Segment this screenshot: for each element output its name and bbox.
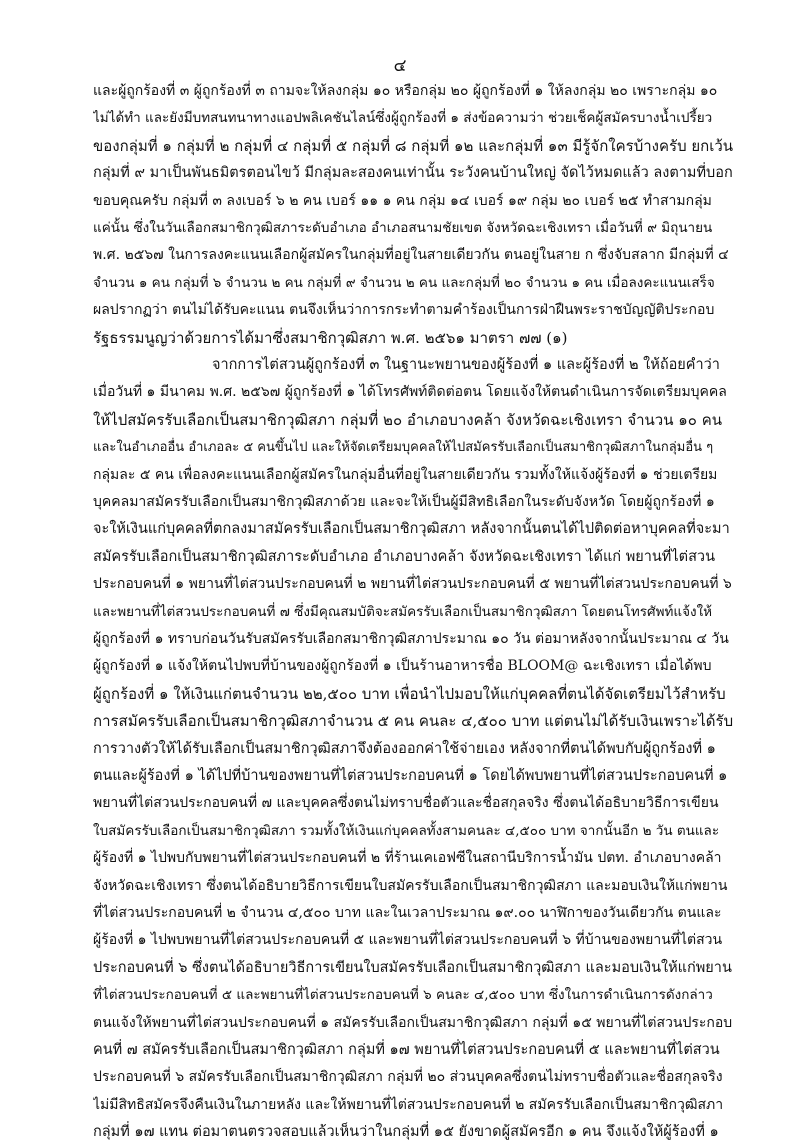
paragraph-first-line: จากการไต่สวนผู้ถูกร้องที่ ๓ ในฐานะพยานของผู้ร้องที่ ๑ และผู้ร้องที่ ๒ ให้ถ้อยคำว่า [212,357,720,373]
text-line: แค่นั้น ซึ่งในวันเลือกสมาชิกวุฒิสภาระดับอำเภอ อำเภอสนามชัยเขต จังหวัดฉะเชิงเทรา เมื่อวันที่ ๙ มิถุนายน [93,220,713,236]
text-line: พ.ศ. ๒๕๖๗ ในการลงคะแนนเลือกผู้สมัครในกลุ่มที่อยู่ในสายเดียวกัน ตนอยู่ในสาย ก ซึ่งจับสลาก มีกลุ่มที่ ๔ [93,247,729,264]
text-line: ประกอบคนที่ ๖ สมัครรับเลือกเป็นสมาชิกวุฒิสภา กลุ่มที่ ๒๐ ส่วนบุคคลซึ่งตนไม่ทราบชื่อตัวและชื่อสกุลจริง [93,1069,723,1086]
text-line: ตนและผู้ร้องที่ ๑ ได้ไปที่บ้านของพยานที่ไต่สวนประกอบคนที่ ๑ โดยได้พบพยานที่ไต่สวนประกอบคนที่ ๑ [93,768,728,784]
text-line: ผู้ถูกร้องที่ ๑ แจ้งให้ตนไปพบที่บ้านของผู้ถูกร้องที่ ๑ เป็นร้านอาหารชื่อ BLOOM@ ฉะเชิงเทรา เมื่อได้พบ [93,658,712,675]
text-line: ผู้ร้องที่ ๑ ไปพบกับพยานที่ไต่สวนประกอบคนที่ ๒ ที่ร้านเคเอฟซีในสถานีบริการน้ำมัน ปตท. อำเภอบางคล้า [93,850,722,867]
text-line: และพยานที่ไต่สวนประกอบคนที่ ๗ ซึ่งมีคุณสมบัติจะสมัครรับเลือกเป็นสมาชิกวุฒิสภา โดยตนโทรศัพท์แจ้งให้ [93,603,713,620]
text-line: ของกลุ่มที่ ๑ กลุ่มที่ ๒ กลุ่มที่ ๔ กลุ่มที่ ๕ กลุ่มที่ ๘ กลุ่มที่ ๑๒ และกลุ่มที่ ๑๓ มีรู้จักใครบ้างครับ ยกเว้น [93,136,733,155]
text-line: คนที่ ๗ สมัครรับเลือกเป็นสมาชิกวุฒิสภา กลุ่มที่ ๑๗ พยานที่ไต่สวนประกอบคนที่ ๕ และพยานที่ไต่สวน [93,1042,720,1058]
text-line: เมื่อวันที่ ๑ มีนาคม พ.ศ. ๒๕๖๗ ผู้ถูกร้องที่ ๑ ได้โทรศัพท์ติดต่อตน โดยแจ้งให้ตนดำเนินการจัดเตรียมบุคคล [93,384,727,401]
text-line: ผู้ร้องที่ ๑ ไปพบพยานที่ไต่สวนประกอบคนที่ ๕ และพยานที่ไต่สวนประกอบคนที่ ๖ ที่บ้านของพยานที่ไต่สวน [93,932,723,949]
text-line: และในอำเภออื่น อำเภอละ ๕ คนขึ้นไป และให้จัดเตรียมบุคคลให้ไปสมัครรับเลือกเป็นสมาชิกวุฒิสภาในกลุ่มอื่น ๆ [93,440,714,456]
text-line: ประกอบคนที่ ๖ ซึ่งตนได้อธิบายวิธีการเขียนใบสมัครรับเลือกเป็นสมาชิกวุฒิสภา และมอบเงินให้แก่พยาน [93,959,732,976]
text-line: จะให้เงินแก่บุคคลที่ตกลงมาสมัครรับเลือกเป็นสมาชิกวุฒิสภา หลังจากนั้นตนได้ไปติดต่อหาบุคคลที่จะมา [93,521,730,538]
text-line: ผู้ถูกร้องที่ ๑ ทราบก่อนวันรับสมัครรับเลือกสมาชิกวุฒิสภาประมาณ ๑๐ วัน ต่อมาหลังจากนั้นประมาณ ๔ วัน [93,631,729,647]
text-line: กลุ่มที่ ๙ มาเป็นพันธมิตรตอนไขว้ มีกลุ่มละสองคนเท่านั้น ระวังคนบ้านใหญ่ จัดไว้หมดแล้ว ลงตามที่บอก [93,165,733,182]
text-line: กลุ่มที่ ๑๗ แทน ต่อมาตนตรวจสอบแล้วเห็นว่าในกลุ่มที่ ๑๕ ยังขาดผู้สมัครอีก ๑ คน จึงแจ้งให้ผู้ร้องที่ ๑ [93,1124,719,1141]
text-line: จำนวน ๑ คน กลุ่มที่ ๖ จำนวน ๒ คน กลุ่มที่ ๙ จำนวน ๒ คน และกลุ่มที่ ๒๐ จำนวน ๑ คน เมื่อลงคะแนนเสร็จ [93,274,715,291]
page-number: ๔ [393,56,407,76]
text-line: กลุ่มละ ๕ คน เพื่อลงคะแนนเลือกผู้สมัครในกลุ่มอื่นที่อยู่ในสายเดียวกัน รวมทั้งให้แจ้งผู้ร้องที่ ๑ ช่วยเตรียม [93,466,718,483]
text-line: ผลปรากฏว่า ตนไม่ได้รับคะแนน ตนจึงเห็นว่าการกระทำตามคำร้องเป็นการฝ่าฝืนพระราชบัญญัติประกอบ [93,302,715,319]
text-line: จังหวัดฉะเชิงเทรา ซึ่งตนได้อธิบายวิธีการเขียนใบสมัครรับเลือกเป็นสมาชิกวุฒิสภา และมอบเงินให้แก่พยาน [93,877,728,894]
text-line: ไม่ได้ทำ และยังมีบทสนทนาทางแอปพลิเคชันไลน์ซึ่งผู้ถูกร้องที่ ๑ ส่งข้อความว่า ช่วยเช็คผู้สมัครบางน้ำเปรี้ยว [93,110,713,127]
text-line: ผู้ถูกร้องที่ ๑ ให้เงินแก่ตนจำนวน ๒๒,๕๐๐ บาท เพื่อนำไปมอบให้แก่บุคคลที่ตนได้จัดเตรียมไว้สำหรับ [93,684,726,703]
text-line: ให้ไปสมัครรับเลือกเป็นสมาชิกวุฒิสภา กลุ่มที่ ๒๐ อำเภอบางคล้า จังหวัดฉะเชิงเทรา จำนวน ๑๐ คน [93,410,722,429]
text-line: รัฐธรรมนูญว่าด้วยการได้มาซึ่งสมาชิกวุฒิสภา พ.ศ. ๒๕๖๑ มาตรา ๗๗ (๑) [93,328,568,347]
text-line: ขอบคุณครับ กลุ่มที่ ๓ ลงเบอร์ ๖ ๒ คน เบอร์ ๑๑ ๑ คน กลุ่ม ๑๔ เบอร์ ๑๙ กลุ่ม ๒๐ เบอร์ ๒๕ ทำสามกลุ่ม [93,192,712,209]
text-line: การสมัครรับเลือกเป็นสมาชิกวุฒิสภาจำนวน ๕ คน คนละ ๔,๕๐๐ บาท แต่ตนไม่ได้รับเงินเพราะได้รับ [93,712,733,731]
text-line: สมัครรับเลือกเป็นสมาชิกวุฒิสภาระดับอำเภอ อำเภอบางคล้า จังหวัดฉะเชิงเทรา ได้แก่ พยานที่ไต่สวน [93,548,715,565]
text-line: ไม่มีสิทธิสมัครจึงคืนเงินในภายหลัง และให้พยานที่ไต่สวนประกอบคนที่ ๒ สมัครรับเลือกเป็นสมาชิกวุฒิสภา [93,1096,724,1113]
text-line: การวางตัวให้ได้รับเลือกเป็นสมาชิกวุฒิสภาจึงต้องออกค่าใช้จ่ายเอง หลังจากที่ตนได้พบกับผู้ถูกร้องที่ ๑ [93,740,716,757]
text-line: และผู้ถูกร้องที่ ๓ ผู้ถูกร้องที่ ๓ ถามจะให้ลงกลุ่ม ๑๐ หรือกลุ่ม ๒๐ ผู้ถูกร้องที่ ๑ ให้ลงกลุ่ม ๒๐ เพราะกลุ่ม ๑๐ [93,83,718,99]
text-line: ใบสมัครรับเลือกเป็นสมาชิกวุฒิสภา รวมทั้งให้เงินแก่บุคคลทั้งสามคนละ ๔,๕๐๐ บาท จากนั้นอีก ๒ วัน ตนและ [93,822,720,839]
text-line: ที่ไต่สวนประกอบคนที่ ๕ และพยานที่ไต่สวนประกอบคนที่ ๖ คนละ ๔,๕๐๐ บาท ซึ่งในการดำเนินการดังกล่าว [93,987,713,1004]
text-line: ตนแจ้งให้พยานที่ไต่สวนประกอบคนที่ ๑ สมัครรับเลือกเป็นสมาชิกวุฒิสภา กลุ่มที่ ๑๕ พยานที่ไต่สวนประกอบ [93,1014,733,1031]
text-line: ประกอบคนที่ ๑ พยานที่ไต่สวนประกอบคนที่ ๒ พยานที่ไต่สวนประกอบคนที่ ๕ พยานที่ไต่สวนประกอบคนที่ ๖ [93,576,732,593]
text-line: ที่ไต่สวนประกอบคนที่ ๒ จำนวน ๔,๕๐๐ บาท และในเวลาประมาณ ๑๙.๐๐ นาฬิกาของวันเดียวกัน ตนและ [93,905,722,921]
text-line: บุคคลมาสมัครรับเลือกเป็นสมาชิกวุฒิสภาด้วย และจะให้เป็นผู้มีสิทธิเลือกในระดับจังหวัด โดยผู้ถูกร้องที่ ๑ [93,494,715,510]
text-line: พยานที่ไต่สวนประกอบคนที่ ๗ และบุคคลซึ่งตนไม่ทราบชื่อตัวและชื่อสกุลจริง ซึ่งตนได้อธิบายวิธีการเขียน [93,795,719,812]
